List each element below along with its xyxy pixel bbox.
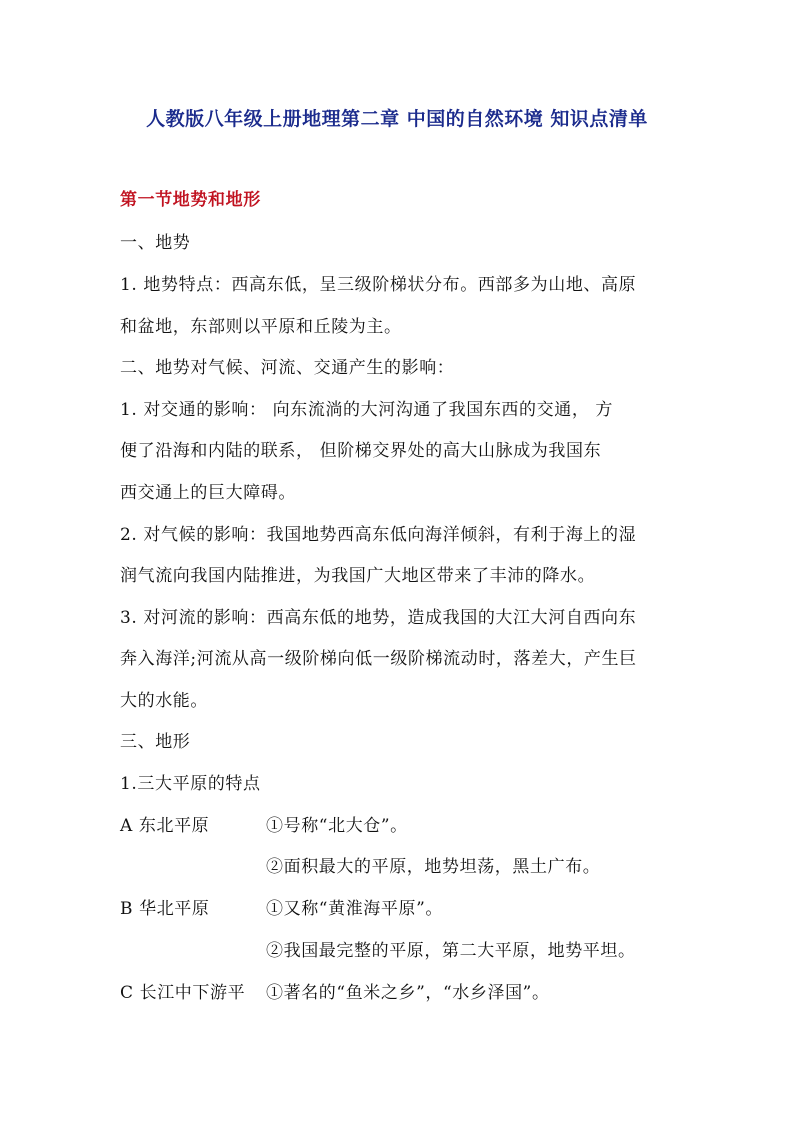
paragraph-line: 西交通上的巨大障碍。 (120, 483, 296, 503)
paragraph-line: 1. 对交通的影响： 向东流淌的大河沟通了我国东西的交通， 方 (120, 400, 614, 420)
subsection-heading-landforms: 三、地形 (120, 732, 191, 752)
paragraph-line: 润气流向我国内陆推进，为我国广大地区带来了丰沛的降水。 (120, 566, 596, 586)
paragraph-line: 奔入海洋;河流从高一级阶梯向低一级阶梯流动时，落差大，产生巨 (120, 649, 637, 669)
paragraph-line: 1. 地势特点：西高东低，呈三级阶梯状分布。西部多为山地、高原 (120, 275, 637, 295)
plain-name: C 长江中下游平 (120, 983, 246, 1003)
plain-name: A 东北平原 (120, 816, 210, 836)
paragraph-line: 大的水能。 (120, 691, 208, 711)
subsection-heading-influence: 二、地势对气候、河流、交通产生的影响： (120, 358, 455, 378)
plain-point: ②面积最大的平原，地势坦荡，黑土广布。 (266, 857, 601, 877)
plain-name: B 华北平原 (120, 899, 210, 919)
plain-point: ①著名的“鱼米之乡”，“水乡泽国”。 (266, 983, 550, 1003)
paragraph-line: 2. 对气候的影响：我国地势西高东低向海洋倾斜，有利于海上的湿 (120, 525, 637, 545)
document-title: 人教版八年级上册地理第二章 中国的自然环境 知识点清单 (146, 108, 648, 130)
section-heading: 第一节地势和地形 (120, 190, 261, 210)
subsection-heading-terrain-trend: 一、地势 (120, 233, 191, 253)
plain-point: ①又称“黄淮海平原”。 (266, 899, 443, 919)
sub-heading-plains: 1.三大平原的特点 (120, 774, 261, 794)
plain-point: ①号称“北大仓”。 (266, 816, 408, 836)
plain-point: ②我国最完整的平原，第二大平原，地势平坦。 (266, 941, 636, 961)
paragraph-line: 3. 对河流的影响：西高东低的地势，造成我国的大江大河自西向东 (120, 608, 637, 628)
paragraph-line: 和盆地，东部则以平原和丘陵为主。 (120, 317, 402, 337)
paragraph-line: 便了沿海和内陆的联系， 但阶梯交界处的高大山脉成为我国东 (120, 441, 602, 461)
